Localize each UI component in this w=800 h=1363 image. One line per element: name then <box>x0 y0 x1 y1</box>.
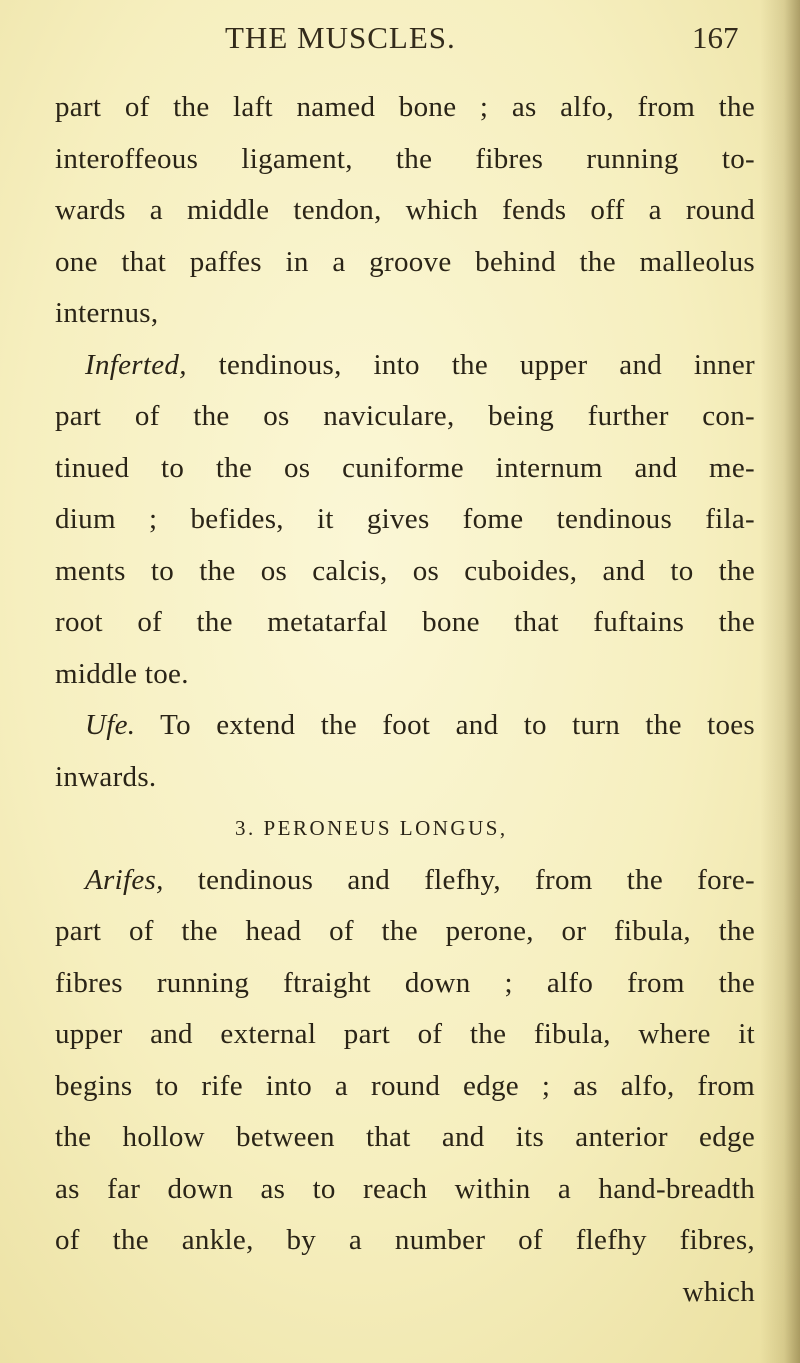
text-run: tendinous and flefhy, from the fore- <box>197 863 755 896</box>
text-run: tendinous, into the upper and inner <box>218 348 755 381</box>
text-line: begins to rife into a round edge ; as alfo, from <box>55 1069 755 1102</box>
text-line: one that paffes in a groove behind the malleolus <box>55 245 755 278</box>
label-use: Ufe. <box>85 709 136 741</box>
text-line: root of the metatarfal bone that fuftains the <box>55 606 755 638</box>
text-line <box>55 700 755 752</box>
text-run: To extend the foot and to turn the toes <box>160 709 755 741</box>
section-heading: 3. PERONEUS LONGUS, <box>235 816 508 840</box>
text-line: ments to the os calcis, os cuboides, and to the <box>55 554 755 587</box>
text-line: tinued to the os cuniforme internum and me- <box>55 451 755 484</box>
text-line: of the ankle, by a number of flefhy fibres, <box>55 1224 755 1256</box>
page-edge-shadow <box>760 0 800 1363</box>
text-line: middle toe. <box>55 657 189 690</box>
catchword: which <box>682 1275 755 1308</box>
text-line <box>55 340 755 392</box>
text-line: as far down as to reach within a hand-breadth <box>55 1172 755 1205</box>
running-head <box>0 20 800 70</box>
label-inserted: Inferted, <box>85 348 187 381</box>
label-arises: Arifes, <box>85 863 164 896</box>
text-line: wards a middle tendon, which fends off a round <box>55 194 755 226</box>
running-head-title: THE MUSCLES. <box>225 20 456 55</box>
page-number: 167 <box>692 20 739 55</box>
text-line: dium ; befides, it gives fome tendinous fila- <box>55 503 755 535</box>
text-line: interoffeous ligament, the fibres running to- <box>55 142 755 175</box>
text-line: fibres running ftraight down ; alfo from the <box>55 966 755 999</box>
text-line: part of the os naviculare, being further con- <box>55 400 755 432</box>
text-line: the hollow between that and its anterior edge <box>55 1121 755 1153</box>
text-line <box>55 855 755 907</box>
text-line: part of the laft named bone ; as alfo, from the <box>55 91 755 123</box>
text-line: part of the head of the perone, or fibula, the <box>55 915 755 947</box>
body-text <box>55 82 755 1318</box>
text-line: upper and external part of the fibula, where it <box>55 1018 755 1050</box>
text-line: inwards. <box>55 760 157 793</box>
text-line: internus, <box>55 297 159 329</box>
